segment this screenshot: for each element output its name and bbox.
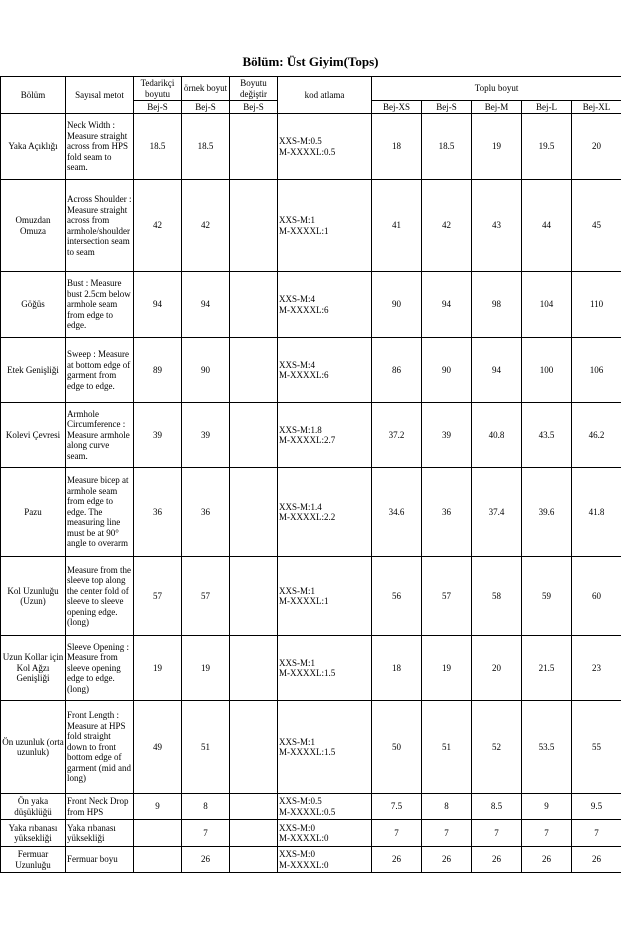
row-method-cell: Sleeve Opening : Measure from sleeve opening edge to edge. (long) — [66, 636, 134, 701]
row-graded-size-cell: 7 — [372, 820, 422, 847]
row-change-size-cell — [230, 701, 278, 794]
row-graded-size-cell: 18 — [372, 636, 422, 701]
row-section-cell: Yaka Açıklığı — [1, 114, 66, 180]
row-graded-size-cell: 19 — [472, 114, 522, 180]
row-method-cell: Yaka rıbanası yüksekliği — [66, 820, 134, 847]
row-method-cell: Fermuar boyu — [66, 847, 134, 873]
row-change-size-cell — [230, 820, 278, 847]
header-metot: Sayısal metot — [66, 77, 134, 114]
row-grading-cell: XXS-M:4 M-XXXXL:6 — [278, 272, 372, 338]
row-graded-size-cell: 50 — [372, 701, 422, 794]
row-graded-size-cell: 9.5 — [572, 794, 621, 820]
table-body — [1, 114, 621, 873]
subheader-cell: Bej-L — [522, 101, 572, 114]
row-graded-size-cell: 41.8 — [572, 468, 621, 557]
row-grading-cell: XXS-M:1 M-XXXXL:1.5 — [278, 636, 372, 701]
row-method-cell: Armhole Circumference : Measure armhole along curve seam. — [66, 403, 134, 468]
row-graded-size-cell: 46.2 — [572, 403, 621, 468]
row-supplier-size-cell: 9 — [134, 794, 182, 820]
row-grading-cell: XXS-M:1.4 M-XXXXL:2.2 — [278, 468, 372, 557]
row-graded-size-cell: 44 — [522, 180, 572, 272]
row-section-cell: Kol Uzunluğu (Uzun) — [1, 557, 66, 636]
row-change-size-cell — [230, 636, 278, 701]
row-graded-size-cell: 94 — [422, 272, 472, 338]
row-graded-size-cell: 7 — [422, 820, 472, 847]
subheader-cell: Bej-M — [472, 101, 522, 114]
row-sample-size-cell: 26 — [182, 847, 230, 873]
row-sample-size-cell: 90 — [182, 338, 230, 403]
table-row — [1, 794, 621, 820]
row-section-cell: Fermuar Uzunluğu — [1, 847, 66, 873]
row-sample-size-cell: 18.5 — [182, 114, 230, 180]
row-graded-size-cell: 57 — [422, 557, 472, 636]
row-supplier-size-cell: 36 — [134, 468, 182, 557]
subheader-cell: Bej-S — [182, 101, 230, 114]
row-graded-size-cell: 110 — [572, 272, 621, 338]
table-row — [1, 557, 621, 636]
subheader-cell: Bej-XL — [572, 101, 621, 114]
subheader-cell: Bej-S — [230, 101, 278, 114]
row-grading-cell: XXS-M:1 M-XXXXL:1 — [278, 557, 372, 636]
row-method-cell: Front Length : Measure at HPS fold straight down to front bottom edge of garment (mid and long) — [66, 701, 134, 794]
subheader-cell: Bej-XS — [372, 101, 422, 114]
row-graded-size-cell: 20 — [572, 114, 621, 180]
row-grading-cell: XXS-M:0.5 M-XXXXL:0.5 — [278, 114, 372, 180]
subheader-cell: Bej-S — [134, 101, 182, 114]
row-graded-size-cell: 9 — [522, 794, 572, 820]
row-method-cell: Sweep : Measure at bottom edge of garment from edge to edge. — [66, 338, 134, 403]
row-section-cell: Etek Genişliği — [1, 338, 66, 403]
row-graded-size-cell: 39 — [422, 403, 472, 468]
row-graded-size-cell: 41 — [372, 180, 422, 272]
row-graded-size-cell: 26 — [472, 847, 522, 873]
row-supplier-size-cell: 89 — [134, 338, 182, 403]
header-tedarikci: Tedarikçi boyutu — [134, 77, 182, 101]
row-change-size-cell — [230, 180, 278, 272]
row-graded-size-cell: 36 — [422, 468, 472, 557]
row-sample-size-cell: 8 — [182, 794, 230, 820]
row-section-cell: Kolevi Çevresi — [1, 403, 66, 468]
row-method-cell: Bust : Measure bust 2.5cm below armhole seam from edge to edge. — [66, 272, 134, 338]
row-graded-size-cell: 7 — [522, 820, 572, 847]
row-graded-size-cell: 60 — [572, 557, 621, 636]
row-graded-size-cell: 26 — [572, 847, 621, 873]
table-row — [1, 636, 621, 701]
row-graded-size-cell: 26 — [522, 847, 572, 873]
row-change-size-cell — [230, 847, 278, 873]
row-graded-size-cell: 56 — [372, 557, 422, 636]
row-supplier-size-cell: 18.5 — [134, 114, 182, 180]
row-section-cell: Yaka rıbanası yüksekliği — [1, 820, 66, 847]
page-title: Bölüm: Üst Giyim(Tops) — [242, 54, 379, 69]
row-method-cell: Neck Width : Measure straight across from HPS fold seam to seam. — [66, 114, 134, 180]
row-method-cell: Across Shoulder : Measure straight across from armhole/shoulder intersection seam to seam — [66, 180, 134, 272]
row-change-size-cell — [230, 794, 278, 820]
header-kod: kod atlama — [278, 77, 372, 114]
row-grading-cell: XXS-M:1 M-XXXXL:1 — [278, 180, 372, 272]
row-supplier-size-cell: 49 — [134, 701, 182, 794]
row-graded-size-cell: 39.6 — [522, 468, 572, 557]
row-graded-size-cell: 21.5 — [522, 636, 572, 701]
row-supplier-size-cell: 39 — [134, 403, 182, 468]
subheader-cell: Bej-S — [422, 101, 472, 114]
row-sample-size-cell: 57 — [182, 557, 230, 636]
row-method-cell: Measure bicep at armhole seam from edge to edge. The measuring line must be at 90° angle to overarm — [66, 468, 134, 557]
row-supplier-size-cell: 19 — [134, 636, 182, 701]
table-row — [1, 847, 621, 873]
row-graded-size-cell: 18 — [372, 114, 422, 180]
row-graded-size-cell: 90 — [422, 338, 472, 403]
row-sample-size-cell: 36 — [182, 468, 230, 557]
row-grading-cell: XXS-M:0.5 M-XXXXL:0.5 — [278, 794, 372, 820]
row-graded-size-cell: 7 — [472, 820, 522, 847]
row-graded-size-cell: 43.5 — [522, 403, 572, 468]
row-graded-size-cell: 8 — [422, 794, 472, 820]
row-sample-size-cell: 39 — [182, 403, 230, 468]
header-toplu: Toplu boyut — [372, 77, 621, 101]
row-graded-size-cell: 23 — [572, 636, 621, 701]
row-grading-cell: XXS-M:4 M-XXXXL:6 — [278, 338, 372, 403]
row-grading-cell: XXS-M:1.8 M-XXXXL:2.7 — [278, 403, 372, 468]
row-change-size-cell — [230, 557, 278, 636]
row-graded-size-cell: 19.5 — [522, 114, 572, 180]
row-supplier-size-cell — [134, 847, 182, 873]
row-graded-size-cell: 26 — [372, 847, 422, 873]
row-grading-cell: XXS-M:0 M-XXXXL:0 — [278, 847, 372, 873]
row-section-cell: Omuzdan Omuza — [1, 180, 66, 272]
row-grading-cell: XXS-M:0 M-XXXXL:0 — [278, 820, 372, 847]
row-section-cell: Uzun Kollar için Kol Ağzı Genişliği — [1, 636, 66, 701]
row-graded-size-cell: 51 — [422, 701, 472, 794]
row-graded-size-cell: 53.5 — [522, 701, 572, 794]
row-sample-size-cell: 94 — [182, 272, 230, 338]
row-graded-size-cell: 98 — [472, 272, 522, 338]
row-graded-size-cell: 7 — [572, 820, 621, 847]
row-graded-size-cell: 94 — [472, 338, 522, 403]
row-change-size-cell — [230, 468, 278, 557]
table-row — [1, 468, 621, 557]
row-graded-size-cell: 58 — [472, 557, 522, 636]
table-row — [1, 820, 621, 847]
row-graded-size-cell: 40.8 — [472, 403, 522, 468]
row-supplier-size-cell: 57 — [134, 557, 182, 636]
row-graded-size-cell: 18.5 — [422, 114, 472, 180]
table-row — [1, 180, 621, 272]
row-supplier-size-cell — [134, 820, 182, 847]
row-graded-size-cell: 8.5 — [472, 794, 522, 820]
row-change-size-cell — [230, 272, 278, 338]
row-graded-size-cell: 7.5 — [372, 794, 422, 820]
row-sample-size-cell: 51 — [182, 701, 230, 794]
table-row — [1, 114, 621, 180]
table-row — [1, 403, 621, 468]
row-section-cell: Pazu — [1, 468, 66, 557]
row-graded-size-cell: 43 — [472, 180, 522, 272]
row-graded-size-cell: 100 — [522, 338, 572, 403]
row-section-cell: Ön uzunluk (orta uzunluk) — [1, 701, 66, 794]
row-graded-size-cell: 90 — [372, 272, 422, 338]
row-graded-size-cell: 19 — [422, 636, 472, 701]
header-bolum: Bölüm — [1, 77, 66, 114]
row-graded-size-cell: 37.4 — [472, 468, 522, 557]
table-row — [1, 272, 621, 338]
row-change-size-cell — [230, 338, 278, 403]
row-graded-size-cell: 86 — [372, 338, 422, 403]
row-method-cell: Measure from the sleeve top along the center fold of sleeve to sleeve opening edge. (long) — [66, 557, 134, 636]
table-row — [1, 701, 621, 794]
row-graded-size-cell: 20 — [472, 636, 522, 701]
row-graded-size-cell: 104 — [522, 272, 572, 338]
row-graded-size-cell: 59 — [522, 557, 572, 636]
row-method-cell: Front Neck Drop from HPS — [66, 794, 134, 820]
row-change-size-cell — [230, 114, 278, 180]
row-graded-size-cell: 106 — [572, 338, 621, 403]
row-sample-size-cell: 42 — [182, 180, 230, 272]
header-ornek: örnek boyut — [182, 77, 230, 101]
header-degistir: Boyutu değiştir — [230, 77, 278, 101]
row-supplier-size-cell: 94 — [134, 272, 182, 338]
size-chart-table — [0, 76, 621, 873]
table-row — [1, 338, 621, 403]
row-supplier-size-cell: 42 — [134, 180, 182, 272]
row-section-cell: Ön yaka düşüklüğü — [1, 794, 66, 820]
row-graded-size-cell: 55 — [572, 701, 621, 794]
row-grading-cell: XXS-M:1 M-XXXXL:1.5 — [278, 701, 372, 794]
row-graded-size-cell: 37.2 — [372, 403, 422, 468]
row-graded-size-cell: 26 — [422, 847, 472, 873]
row-sample-size-cell: 19 — [182, 636, 230, 701]
row-graded-size-cell: 42 — [422, 180, 472, 272]
row-change-size-cell — [230, 403, 278, 468]
row-section-cell: Göğüs — [1, 272, 66, 338]
header-row — [1, 77, 621, 101]
row-graded-size-cell: 52 — [472, 701, 522, 794]
row-graded-size-cell: 45 — [572, 180, 621, 272]
row-sample-size-cell: 7 — [182, 820, 230, 847]
row-graded-size-cell: 34.6 — [372, 468, 422, 557]
